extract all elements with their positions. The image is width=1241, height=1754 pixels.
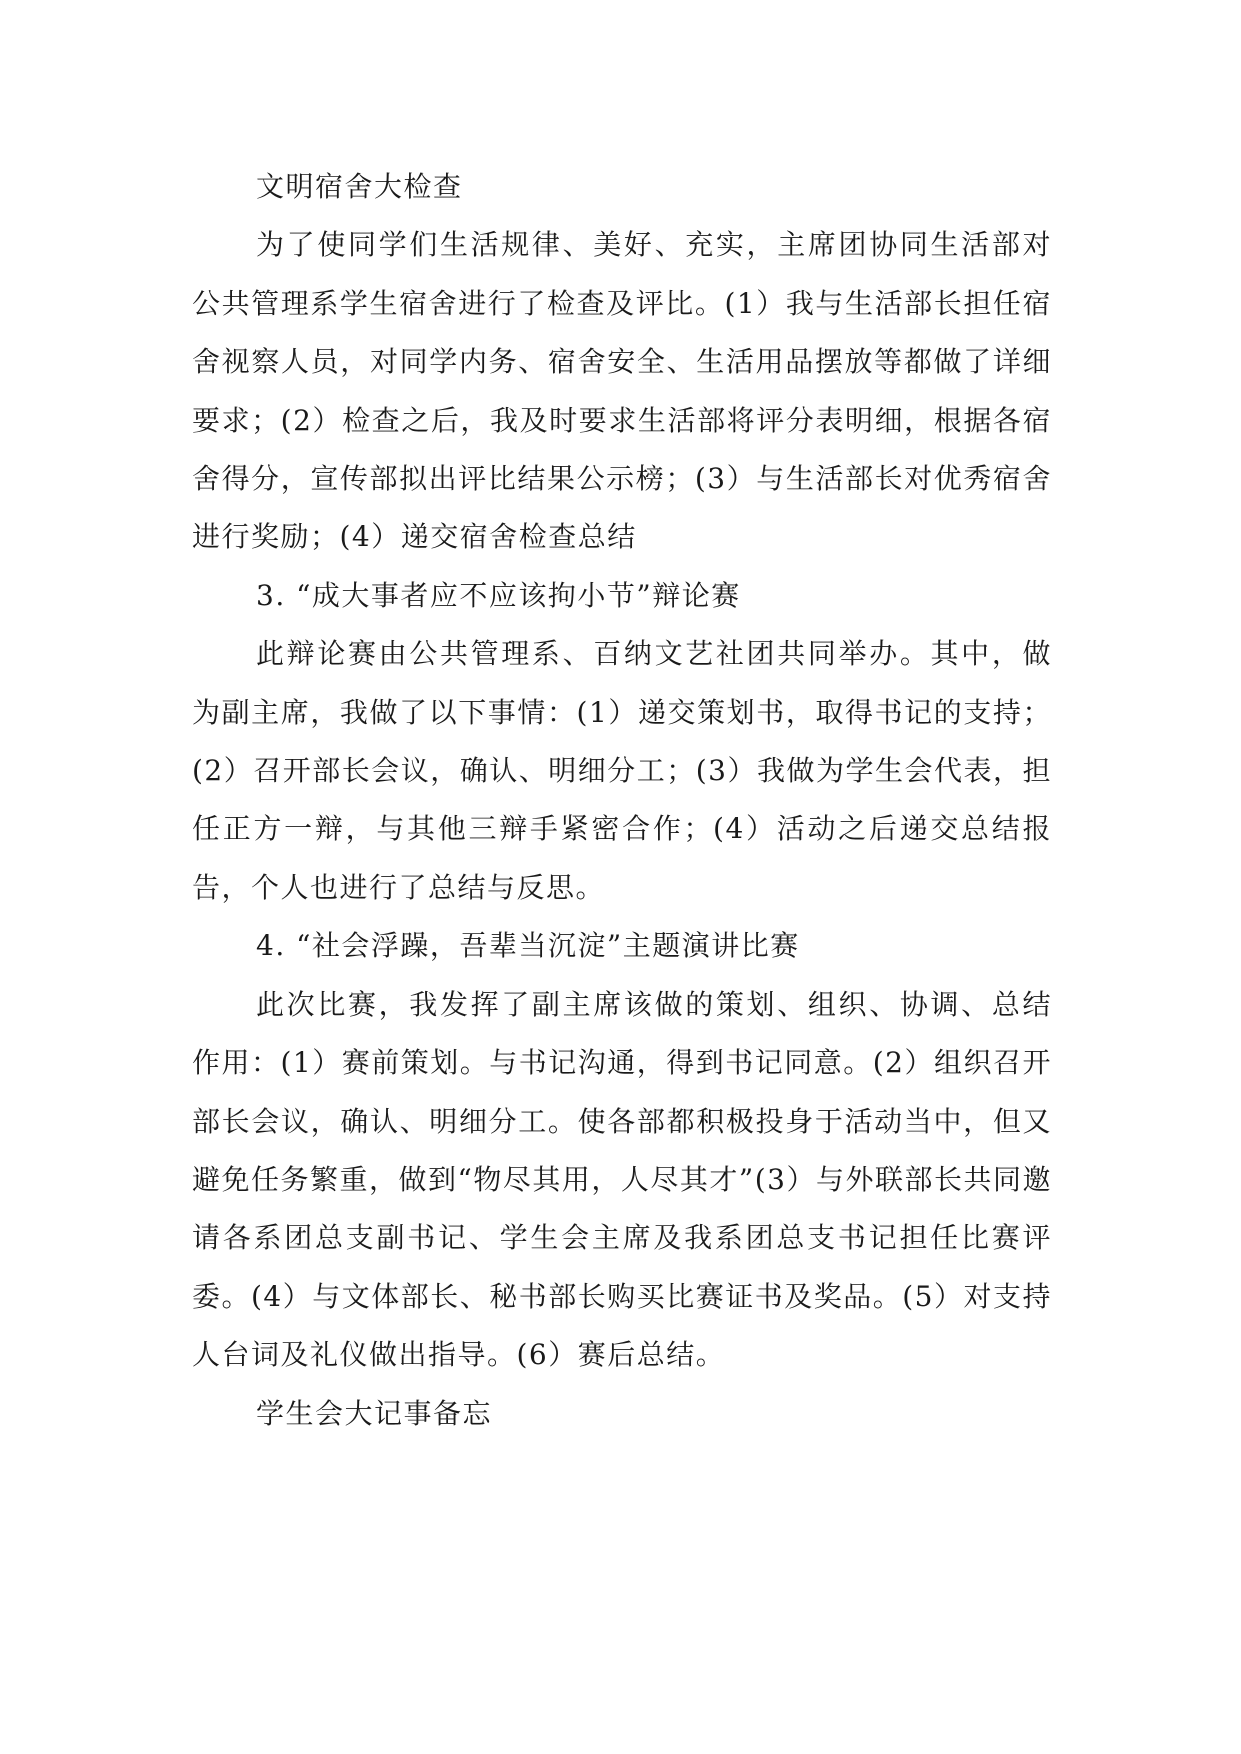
paragraph-debate: 此辩论赛由公共管理系、百纳文艺社团共同举办。其中，做为副主席，我做了以下事情：(1）递交策划书，取得书记的支持；(2）召开部长会议，确认、明细分工；(3）我做为学生会代表，担任正方一辩，与其他三辩手紧密合作；(4）活动之后递交总结报告，个人也进行了总结与反思。 bbox=[192, 637, 1052, 904]
section-heading-speech-contest: 4. “社会浮躁，吾辈当沉淀”主题演讲比赛 bbox=[256, 929, 800, 963]
document-body bbox=[192, 158, 1052, 1443]
paragraph-dorm-inspection: 为了使同学们生活规律、美好、充实，主席团协同生活部对公共管理系学生宿舍进行了检查及评比。(1）我与生活部长担任宿舍视察人员，对同学内务、宿舍安全、生活用品摆放等都做了详细要求；(2）检查之后，我及时要求生活部将评分表明细，根据各宿舍得分，宣传部拟出评比结果公示榜；(3）与生活部长对优秀宿舍进行奖励；(4）递交宿舍检查总结 bbox=[192, 228, 1052, 554]
section-heading-memo: 学生会大记事备忘 bbox=[256, 1396, 493, 1430]
section-heading-dorm-inspection: 文明宿舍大检查 bbox=[256, 170, 463, 203]
section-heading-debate: 3. “成大事者应不应该拘小节”辩论赛 bbox=[256, 578, 741, 612]
paragraph-speech-contest: 此次比赛，我发挥了副主席该做的策划、组织、协调、总结作用：(1）赛前策划。与书记沟通，得到书记同意。(2）组织召开部长会议，确认、明细分工。使各部都积极投身于活动当中，但又避免任务繁重，做到“物尽其用，人尽其才”(3）与外联部长共同邀请各系团总支副书记、学生会主席及我系团总支书记担任比赛评委。(4）与文体部长、秘书部长购买比赛证书及奖品。(5）对支持人台词及礼仪做出指导。(6）赛后总结。 bbox=[192, 987, 1052, 1372]
